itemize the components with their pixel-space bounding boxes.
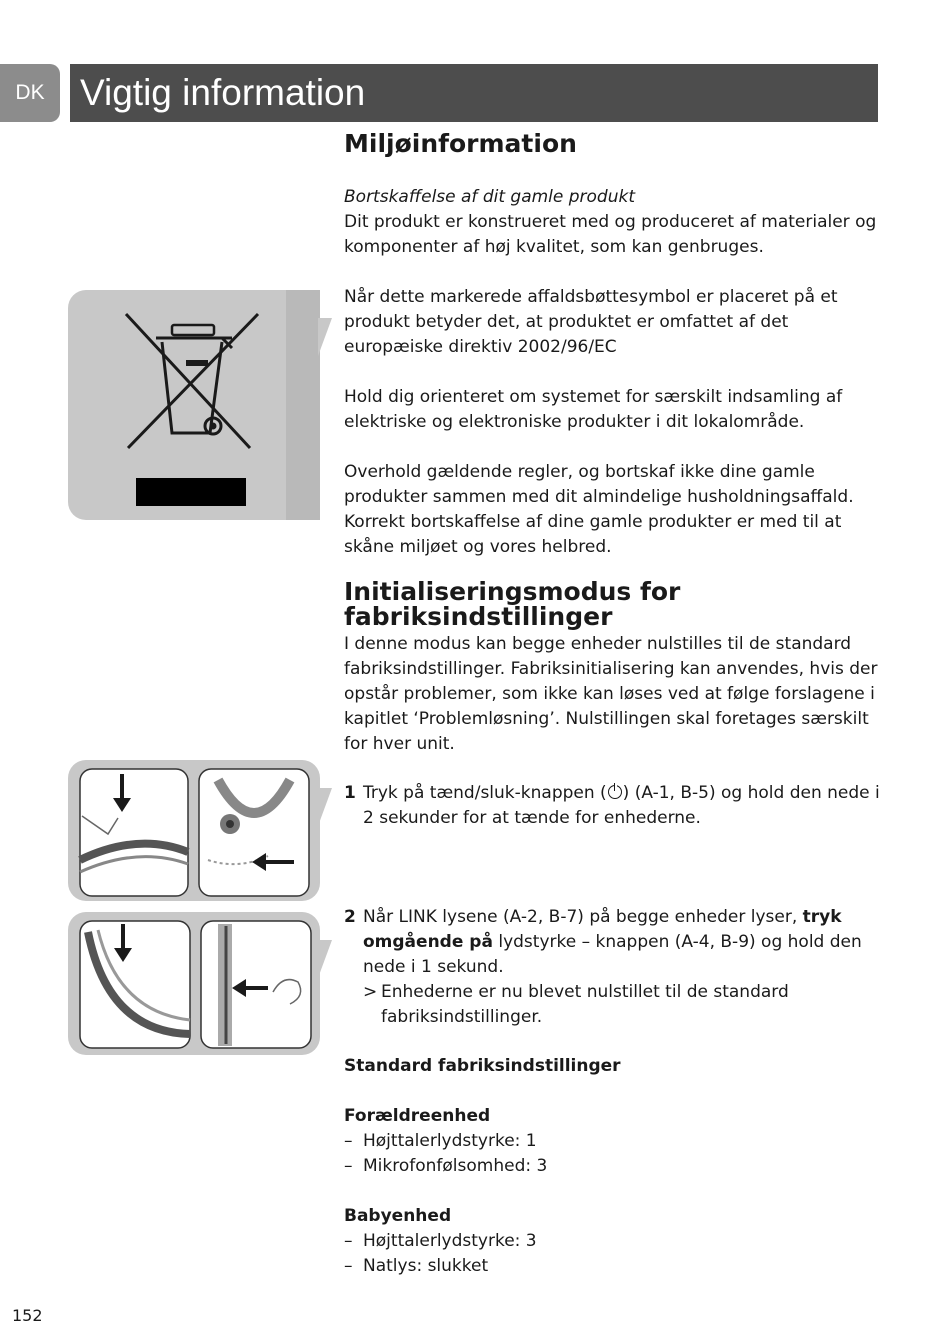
paragraph-collection: Hold dig orienteret om systemet for særskilt indsamling af elektriske og elektroniske produkter i dit lokalområde. [344,387,843,432]
step-2-number: 2 [344,907,356,927]
step-1-illustration-a [80,769,188,896]
page-title: Vigtig information [80,72,366,113]
defaults-heading: Standard fabriksindstillinger [344,1056,621,1076]
step-2-text-start: Når LINK lysene (A-2, B-7) på begge enheder lyser, [363,907,803,927]
section-heading-environment: Miljøinformation [344,129,577,158]
weee-panel [68,290,334,522]
page-number: 152 [12,1306,43,1325]
parent-speaker-volume: Højttalerlydstyrke: 1 [363,1131,537,1151]
dash: – [344,1256,353,1276]
step-1 [344,781,884,831]
step-1-illustration-b [199,769,309,896]
step-2-text-end: lydstyrke – knappen (A-4, B-9) og hold den nede i 1 sekund. [363,932,862,977]
factory-reset-intro [344,632,884,757]
step-1-illustration-panel [68,760,334,902]
section-heading-factory-reset: Initialiseringsmodus for fabriksindstillinger [344,577,681,631]
parent-mic-sensitivity: Mikrofonfølsomhed: 3 [363,1156,548,1176]
title-bar [70,64,878,122]
step-2 [344,905,884,1030]
baby-speaker-volume: Højttalerlydstyrke: 3 [363,1231,537,1251]
step-2-result-text: Enhederne er nu blevet nulstillet til de standard fabriksindstillinger. [381,982,789,1027]
list-item [344,1154,884,1179]
step-2-illustration-panel [68,912,334,1056]
step-2-text-bold: tryk omgående på [363,907,842,952]
step-1-text-end: ) (A-1, B-5) og hold den nede i 2 sekunder for at tænde for enhederne. [363,783,880,828]
list-item [344,1229,884,1254]
paragraph-regulations: Overhold gældende regler, og bortskaf ikke dine gamle produkter sammen med dit almindelige husholdningsaffald. Korrekt bortskaffelse af dine gamle produkter er med til at skåne miljøet og vores helbred. [344,462,854,557]
language-tab: DK [0,64,60,122]
paragraph-materials: Dit produkt er konstrueret med og produceret af materialer og komponenter af høj kvalitet, som kan genbruges. [344,212,877,257]
parent-unit-heading: Forældreenhed [344,1106,491,1126]
baby-unit-heading: Babyenhed [344,1206,452,1226]
baby-night-light: Natlys: slukket [363,1256,489,1276]
paragraph-reset-intro: I denne modus kan begge enheder nulstilles til de standard fabriksindstillinger. Fabriksinitialisering kan anvendes, hvis der opstår problemer, som ikke kan løses ved at følge forslagene i kapitlet ‘Problemløsning’. Nulstillingen skal foretages særskilt for hver unit. [344,634,878,754]
section-environment-body [344,185,884,560]
step-2-illustration-a [80,921,190,1048]
step-2-result [363,980,884,1030]
result-marker: > [363,982,378,1002]
list-item [344,1129,884,1154]
dash: – [344,1231,353,1251]
weee-black-bar [136,478,246,506]
step-1-text-start: Tryk på tænd/sluk-knappen ( [363,783,607,803]
power-icon [608,785,622,799]
step-2-illustration-b [201,921,311,1048]
default-settings [344,1054,884,1279]
dash: – [344,1131,353,1151]
subheading-disposal: Bortskaffelse af dit gamle produkt [344,187,636,207]
step-1-number: 1 [344,783,356,803]
list-item [344,1254,884,1279]
dash: – [344,1156,353,1176]
paragraph-symbol: Når dette markerede affaldsbøttesymbol er placeret på et produkt betyder det, at produktet er omfattet af det europæiske direktiv 2002/96/EC [344,287,838,357]
